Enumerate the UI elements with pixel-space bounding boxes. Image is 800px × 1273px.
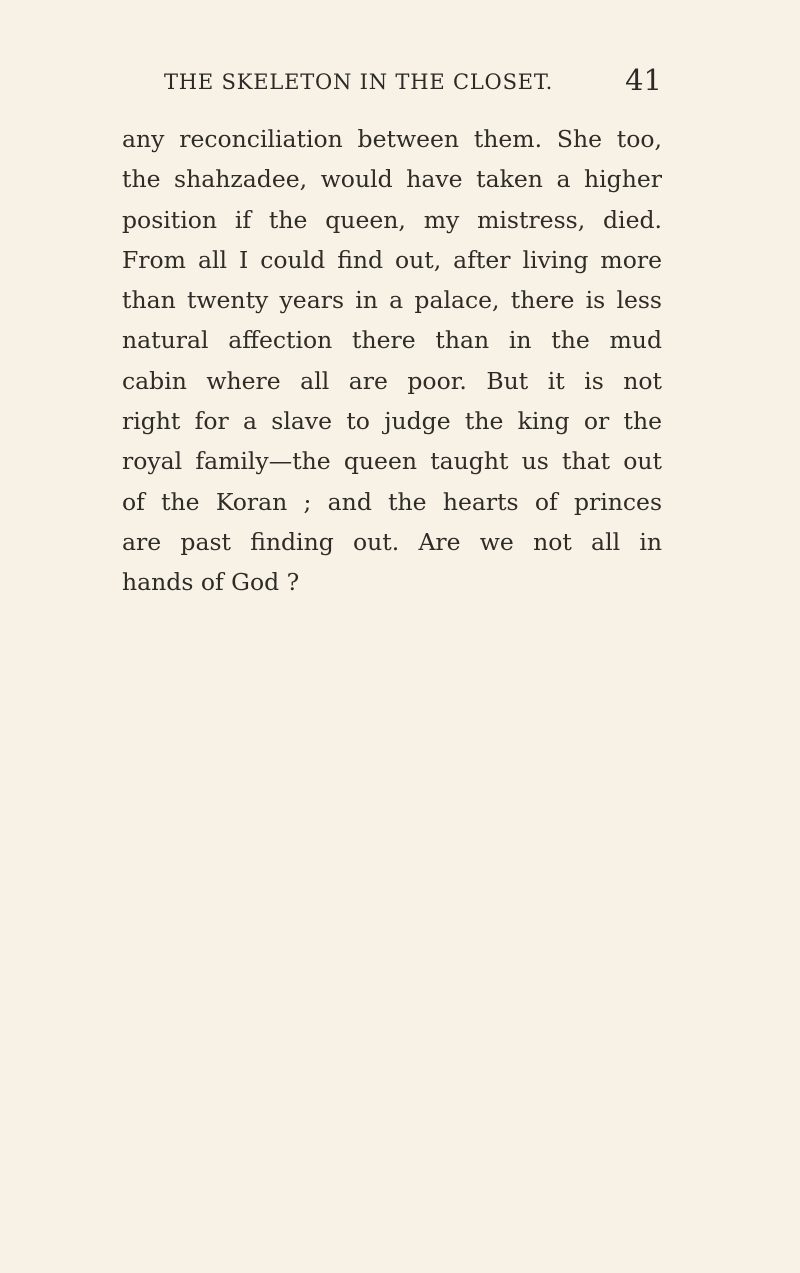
text-line: position if the queen, my mistress, died. — [122, 205, 662, 234]
text-line: are past finding out. Are we not all in — [122, 527, 662, 556]
text-line: than twenty years in a palace, there is less — [122, 286, 662, 315]
page-number: 41 — [625, 63, 662, 97]
running-head — [122, 63, 662, 100]
text-line: natural affection there than in the mud — [122, 326, 662, 355]
running-title: THE SKELETON IN THE CLOSET. — [164, 70, 554, 94]
text-line: any reconciliation between them. She too, — [122, 125, 662, 153]
text-line: the shahzadee, would have taken a higher — [122, 165, 662, 194]
text-line: royal family—the queen taught us that out — [122, 447, 662, 476]
text-line: From all I could find out, after living more — [122, 245, 662, 274]
body-paragraph — [122, 119, 662, 603]
text-line: cabin where all are poor. But it is not — [122, 366, 662, 395]
text-line: right for a slave to judge the king or the — [122, 407, 662, 436]
text-line: hands of God ? — [122, 568, 300, 597]
text-line: of the Koran ; and the hearts of princes — [122, 487, 662, 516]
